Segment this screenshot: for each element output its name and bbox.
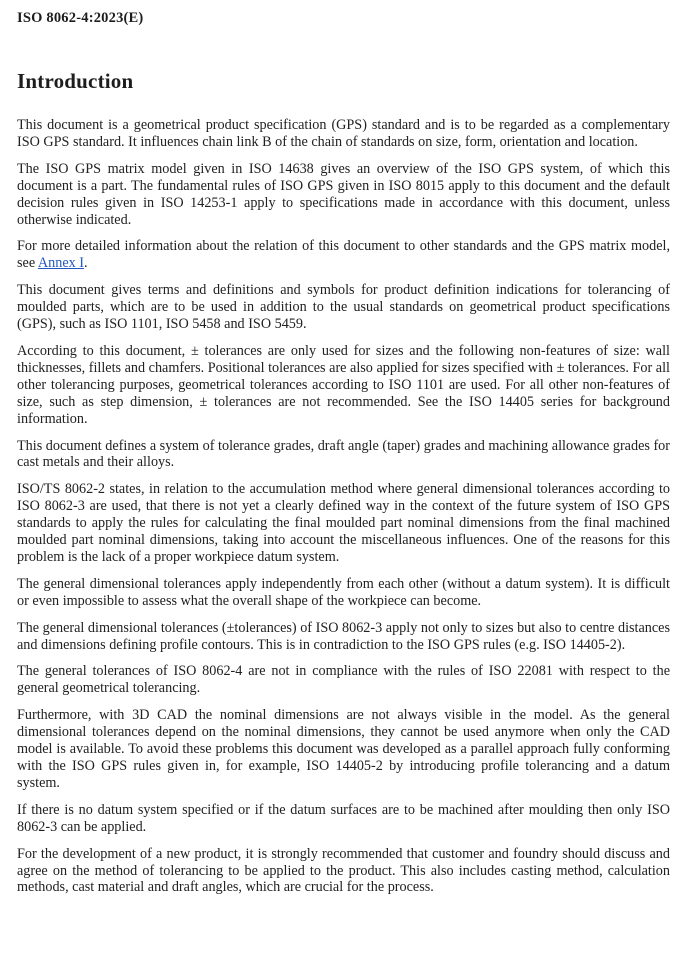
paragraph-text: The general tolerances of ISO 8062-4 are not in compliance with the rules of ISO 22081 with respect to the general geometrical tolerancing.: [17, 663, 670, 697]
paragraph: [17, 481, 670, 566]
paragraph: [17, 238, 670, 272]
annex-i-link[interactable]: Annex I: [37, 255, 84, 272]
paragraph-text: If there is no datum system specified or if the datum surfaces are to be machined after moulding then only ISO 8062-3 can be applied.: [17, 801, 670, 835]
paragraph: [17, 576, 670, 610]
paragraph-text: The general dimensional tolerances (±tolerances) of ISO 8062-3 apply not only to sizes but also to centre distances and dimensions defining profile contours. This is in contradiction to the ISO GPS rules (e.g. ISO 14405-2).: [17, 619, 670, 653]
paragraph-text: According to this document, ± tolerances are only used for sizes and the following non-features of size: wall thicknesses, fillets and chamfers. Positional tolerances are also applied for sizes specified with ± tolerances. For all other tolerancing purposes, geometrical tolerances according to ISO 1101 are used. For all other non-features of size, such as step dimension, ± tolerances are not recommended. See the ISO 14405 series for background information.: [17, 342, 670, 427]
paragraph: [17, 117, 670, 151]
paragraph-text: This document gives terms and definitions and symbols for product definition indications for tolerancing of moulded parts, which are to be used in addition to the usual standards on geometrical product specifications (GPS), such as ISO 1101, ISO 5458 and ISO 5459.: [17, 282, 670, 333]
document-header: ISO 8062-4:2023(E): [17, 10, 144, 26]
paragraph: [17, 282, 670, 333]
paragraph-text: For more detailed information about the relation of this document to other standards and the GPS matrix model, see: [17, 238, 670, 272]
paragraph-text: ISO/TS 8062-2 states, in relation to the accumulation method where general dimensional tolerances according to ISO 8062-3 are used, that there is not yet a clearly defined way in the context of the future system of ISO GPS standards to apply the rules for calculating the final moulded part nominal dimensions from the final machined moulded part nominal dimensions, taking into account the miscellaneous influences. One of the reasons for this problem is the lack of a proper workpiece datum system.: [17, 481, 670, 565]
paragraph: [17, 343, 670, 428]
page-title: Introduction: [17, 69, 134, 93]
paragraph-text: For the development of a new product, it is strongly recommended that customer and foundry should discuss and agree on the method of tolerancing to be applied to the product. This also includes casting method, calculation methods, cast material and draft angles, which are crucial for the process.: [17, 845, 670, 896]
paragraph-text: The ISO GPS matrix model given in ISO 14638 gives an overview of the ISO GPS system, of which this document is a part. The fundamental rules of ISO GPS given in ISO 8015 apply to this document and the default decision rules given in ISO 14253-1 apply to specifications made in accordance with this document, unless otherwise indicated.: [17, 160, 670, 228]
paragraph: [17, 663, 670, 697]
paragraph-text: This document is a geometrical product specification (GPS) standard and is to be regarded as a complementary ISO GPS standard. It influences chain link B of the chain of standards on size, form, orientation and location.: [17, 117, 670, 150]
paragraph-text: Furthermore, with 3D CAD the nominal dimensions are not always visible in the model. As the general dimensional tolerances depend on the nominal dimensions, they cannot be used anymore when only the CAD model is available. To avoid these problems this document was developed as a parallel approach fully conforming with the ISO GPS rules given in, for example, ISO 14405-2 by introducing profile tolerancing and a datum system.: [17, 707, 670, 791]
paragraph: [17, 620, 670, 654]
paragraph-text: The general dimensional tolerances apply independently from each other (without a datum system). It is difficult or even impossible to assess what the overall shape of the workpiece can become.: [17, 575, 670, 609]
paragraph: [17, 802, 670, 836]
paragraph-text: .: [84, 255, 88, 272]
paragraph: [17, 438, 670, 472]
paragraph: [17, 707, 670, 792]
document-body: [17, 117, 670, 896]
paragraph-text: This document defines a system of tolerance grades, draft angle (taper) grades and machining allowance grades for cast metals and their alloys.: [17, 437, 670, 471]
paragraph: [17, 846, 670, 897]
paragraph: [17, 161, 670, 229]
